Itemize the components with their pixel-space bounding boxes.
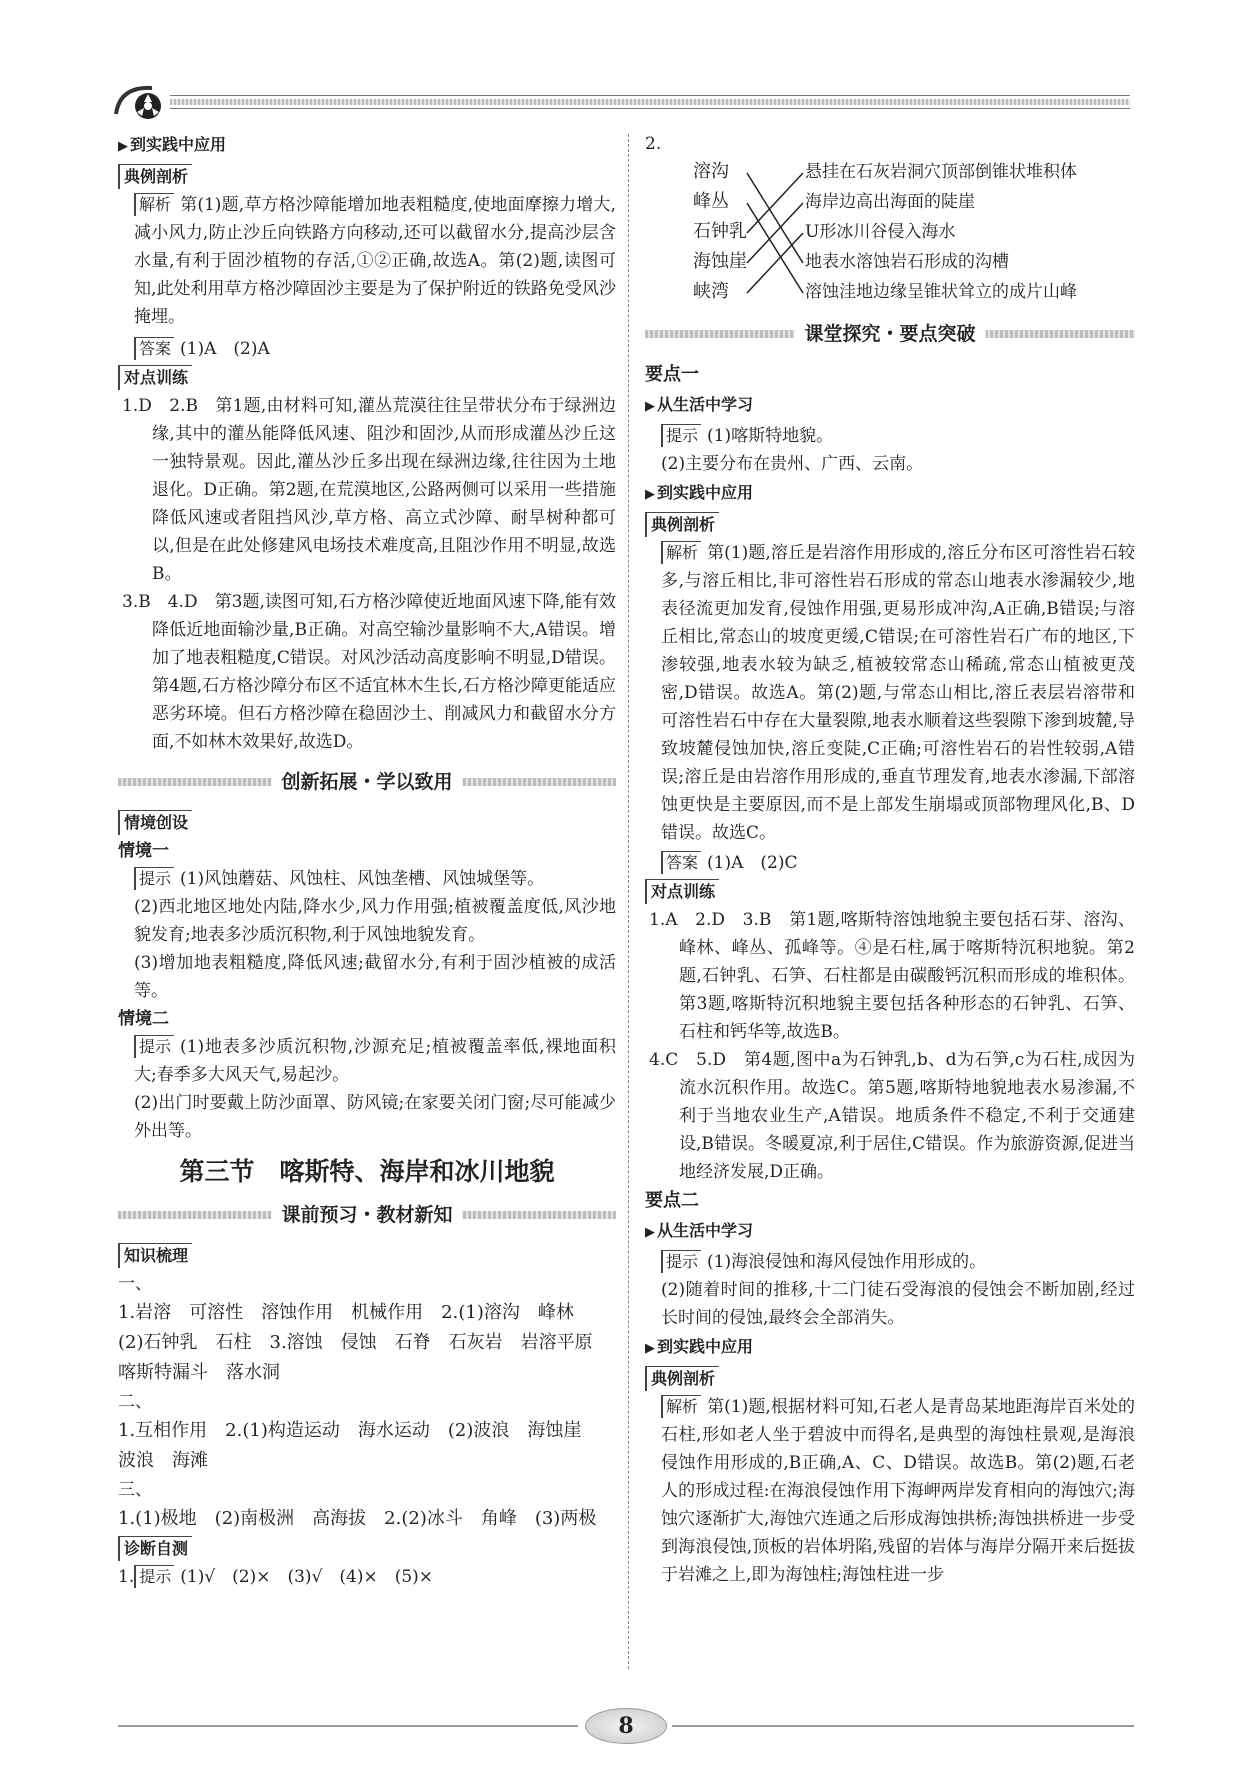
triangle-icon: ▶ (645, 1225, 655, 1240)
banner-innovation-text: 创新拓展・学以致用 (271, 766, 462, 798)
training-answer-2: 3.B 4.D 第3题,读图可知,石方格沙障使近地面风速下降,能有效降低近地面输沙量,B正确。对高空输沙量影响不大,A错误。增加了地表粗糙度,C错误。对风沙活动高度影响不明显,D错误。第4题,石方格沙障分布区不适宜林木生长,石方格沙障更能适应恶劣环境。但石方格沙障在稳固沙土、削减风力和截留水分方面,不如林木效果好,故选D。 (122, 592, 616, 752)
scenario-1-tip-1 (118, 865, 616, 893)
header-band (120, 93, 1130, 111)
tip-tag: 提示 (134, 867, 174, 890)
right-column (645, 130, 1135, 1589)
match-right-item: 悬挂在石灰岩洞穴顶部倒锥状堆积体 (805, 162, 1077, 182)
matching-diagram (645, 158, 1135, 318)
banner-class-text: 课堂探究・要点突破 (794, 318, 985, 350)
case-analysis-label: 典例剖析 (118, 164, 192, 189)
scenario-2-tip-1-text: (1)地表多沙质沉积物,沙源充足;植被覆盖率低,裸地面积大;春季多大风天气,易起沙。 (134, 1037, 616, 1085)
match-left-item: 海蚀崖 (693, 251, 747, 272)
key-point-2-title: 要点二 (645, 1190, 699, 1211)
match-left-item: 溶沟 (693, 161, 729, 182)
answer-tag: 答案 (134, 337, 174, 360)
kp1-training-1: 1.A 2.D 3.B 第1题,喀斯特溶蚀地貌主要包括石芽、溶沟、峰林、峰丛、孤峰等。④是石柱,属于喀斯特沉积地貌。第2题,石钟乳、石笋、石柱都是由碳酸钙沉积而形成的堆积体。第3题,喀斯特沉积地貌主要包括各种形态的石钟乳、石笋、石柱和钙华等,故选B。 (649, 910, 1135, 1042)
kp1-analysis-text: 第(1)题,溶丘是岩溶作用形成的,溶丘分布区可溶性岩石较多,与溶丘相比,非可溶性岩石形成的常态山地表水渗漏较少,地表径流更加发育,侵蚀作用强,更易形成冲沟,A正确,B错误;与溶丘相比,常态山的坡度更缓,C错误;在可溶性岩石广布的地区,下渗较强,地表水较为缺乏,植被较常态山稀疏,常态山植被更茂密,D错误。故选A。第(2)题,与常态山相比,溶丘表层岩溶带和可溶性岩石中存在大量裂隙,地表水顺着这些裂隙下渗到坡麓,导致坡麓侵蚀加快,溶丘变陡,C正确;可溶性岩石的岩性较弱,A错误;溶丘是由岩溶作用形成的,垂直节理发育,地表水渗漏,下部溶蚀更快是主要原因,而不是上部发生崩塌或顶部物理风化,B、D错误。故选C。 (661, 543, 1135, 843)
scenario-label: 情境创设 (118, 810, 192, 835)
case-analysis-label: 典例剖析 (645, 1366, 719, 1391)
section-banner-class (645, 314, 1135, 354)
analysis-paragraph (118, 191, 616, 331)
practice-heading (645, 478, 1135, 510)
scenario-1-tip-2: (2)西北地区地处内陆,降水少,风力作用强;植被覆盖度低,风沙地貌发育;地表多沙质沉积物,利于风蚀地貌发育。 (134, 897, 616, 945)
question-2-number: 2. (645, 134, 662, 154)
left-column (118, 130, 616, 1591)
life-heading (645, 390, 1135, 422)
knowledge-label: 知识梳理 (118, 1243, 192, 1268)
life-heading-text: 从生活中学习 (657, 1221, 754, 1240)
analysis-tag: 解析 (661, 541, 701, 564)
scenario-2-title: 情境二 (118, 1009, 169, 1029)
banner-preview-text: 课前预习・教材新知 (271, 1199, 462, 1231)
knowledge-1: 1.岩溶 可溶性 溶蚀作用 机械作用 2.(1)溶沟 峰林 (2)石钟乳 石柱 3.溶蚀 侵蚀 石脊 石灰岩 岩溶平原 喀斯特漏斗 落水洞 (118, 1302, 611, 1383)
match-right-item: 溶蚀洼地边缘呈锥状耸立的成片山峰 (805, 282, 1077, 302)
training-label: 对点训练 (118, 365, 192, 390)
page-number: 8 (585, 1708, 667, 1744)
kp1-tip-1-text: (1)喀斯特地貌。 (707, 426, 834, 446)
kp2-tip-2: (2)随着时间的推移,十二门徒石受海浪的侵蚀会不断加剧,经过长时间的侵蚀,最终会全部消失。 (661, 1280, 1135, 1328)
triangle-icon: ▶ (645, 487, 655, 502)
footer-line-right (672, 1725, 1134, 1727)
answer-text: (1)A (2)A (180, 339, 270, 359)
diagnosis-1 (118, 1563, 616, 1591)
practice-heading (645, 1332, 1135, 1364)
triangle-icon: ▶ (118, 139, 128, 154)
match-right-item: U形冰川谷侵入海水 (805, 222, 956, 242)
analysis-text: 第(1)题,草方格沙障能增加地表粗糙度,使地面摩擦力增大,减小风力,防止沙丘向铁路方向移动,还可以截留水分,提高沙层含水量,有利于固沙植物的存活,①②正确,故选A。第(2)题,读图可知,此处利用草方格沙障固沙主要是为了保护附近的铁路免受风沙掩埋。 (134, 195, 616, 327)
tip-tag: 提示 (661, 1250, 701, 1273)
tip-tag: 提示 (661, 424, 701, 447)
practice-heading-text: 到实践中应用 (657, 483, 754, 502)
match-right-item: 海岸边高出海面的陡崖 (805, 192, 975, 212)
triangle-icon: ▶ (645, 1341, 655, 1356)
kp2-tip-1 (645, 1248, 1135, 1276)
life-heading (645, 1216, 1135, 1248)
knowledge-heading-1: 一、 (118, 1274, 152, 1294)
triangle-icon: ▶ (645, 399, 655, 414)
match-left-item: 峡湾 (693, 281, 729, 302)
match-right-item: 地表水溶蚀岩石形成的沟槽 (805, 252, 1009, 272)
practice-heading-text: 到实践中应用 (130, 135, 227, 154)
matching-lines (745, 158, 805, 308)
scenario-2-tip-2: (2)出门时要戴上防沙面罩、防风镜;在家要关闭门窗;尽可能减少外出等。 (134, 1093, 616, 1141)
kp2-tip-1-text: (1)海浪侵蚀和海风侵蚀作用形成的。 (707, 1252, 987, 1272)
analysis-tag: 解析 (134, 193, 174, 216)
kp1-tip-1 (645, 422, 1135, 450)
section-banner-preview (118, 1195, 616, 1235)
analysis-tag: 解析 (661, 1395, 701, 1418)
practice-heading (118, 130, 616, 162)
kp1-answer (645, 849, 1135, 877)
diagnosis-label: 诊断自测 (118, 1536, 192, 1561)
scenario-2-tip-1 (118, 1033, 616, 1089)
training-answer-1: 1.D 2.B 第1题,由材料可知,灌丛荒漠往往呈带状分布于绿洲边缘,其中的灌丛能降低风速、阻沙和固沙,从而形成灌丛沙丘这一独特景观。因此,灌丛沙丘多出现在绿洲边缘,往往因为土地退化。D正确。第2题,在荒漠地区,公路两侧可以采用一些措施降低风速或者阻挡风沙,草方格、高立式沙障、耐旱树种都可以,但是在此处修建风电场技术难度高,且阻沙作用不明显,故选B。 (122, 396, 616, 584)
scenario-1-title: 情境一 (118, 841, 169, 861)
kp2-analysis (645, 1393, 1135, 1589)
answer-tag: 答案 (661, 851, 701, 874)
section-title: 第三节 喀斯特、海岸和冰川地貌 (179, 1157, 555, 1186)
scenario-1-tip-3: (3)增加地表粗糙度,降低风速;截留水分,有利于固沙植被的成活等。 (134, 953, 616, 1001)
match-left-item: 石钟乳 (693, 221, 747, 242)
practice-heading-text: 到实践中应用 (657, 1337, 754, 1356)
training-label: 对点训练 (645, 879, 719, 904)
kp1-analysis (645, 539, 1135, 847)
knowledge-3: 1.(1)极地 (2)南极洲 高海拔 2.(2)冰斗 角峰 (3)两极 (118, 1508, 597, 1529)
tip-tag: 提示 (134, 1035, 174, 1058)
answer-paragraph (118, 335, 616, 363)
key-point-1-title: 要点一 (645, 364, 699, 385)
knowledge-heading-3: 三、 (118, 1480, 152, 1500)
knowledge-2: 1.互相作用 2.(1)构造运动 海水运动 (2)波浪 海蚀崖 波浪 海滩 (118, 1420, 600, 1471)
column-divider (628, 134, 629, 1669)
tip-tag: 提示 (134, 1565, 174, 1588)
kp1-training-2: 4.C 5.D 第4题,图中a为石钟乳,b、d为石笋,c为石柱,成因为流水沉积作用。故选C。第5题,喀斯特地貌地表水易渗漏,不利于当地农业生产,A错误。地质条件不稳定,不利于交通建设,B错误。冬暖夏凉,利于居住,C错误。作为旅游资源,促进当地经济发展,D正确。 (649, 1050, 1135, 1182)
case-analysis-label: 典例剖析 (645, 512, 719, 537)
diagnosis-text: (1)√ (2)× (3)√ (4)× (5)× (180, 1567, 434, 1587)
life-heading-text: 从生活中学习 (657, 395, 754, 414)
footer-line-left (118, 1725, 578, 1727)
kp1-answer-text: (1)A (2)C (707, 853, 798, 873)
kp1-tip-2: (2)主要分布在贵州、广西、云南。 (661, 454, 924, 474)
section-banner-innovation (118, 762, 616, 802)
knowledge-heading-2: 二、 (118, 1392, 152, 1412)
scenario-1-tip-1-text: (1)风蚀蘑菇、风蚀柱、风蚀垄槽、风蚀城堡等。 (180, 869, 545, 889)
kp2-analysis-text: 第(1)题,根据材料可知,石老人是青岛某地距海岸百米处的石柱,形如老人坐于碧波中而得名,是典型的海蚀柱景观,是海浪侵蚀作用形成的,B正确,A、C、D错误。故选B。第(2)题,石老人的形成过程:在海浪侵蚀作用下海岬两岸发育相向的海蚀穴;海蚀穴逐渐扩大,海蚀穴连通之后形成海蚀拱桥;海蚀拱桥进一步受到海浪侵蚀,顶板的岩体坍陷,残留的岩体与海岸分隔开来后挺拔于岩滩之上,即为海蚀柱;海蚀柱进一步 (661, 1397, 1135, 1585)
match-left-item: 峰丛 (693, 191, 729, 212)
diagnosis-number: 1. (118, 1567, 135, 1587)
